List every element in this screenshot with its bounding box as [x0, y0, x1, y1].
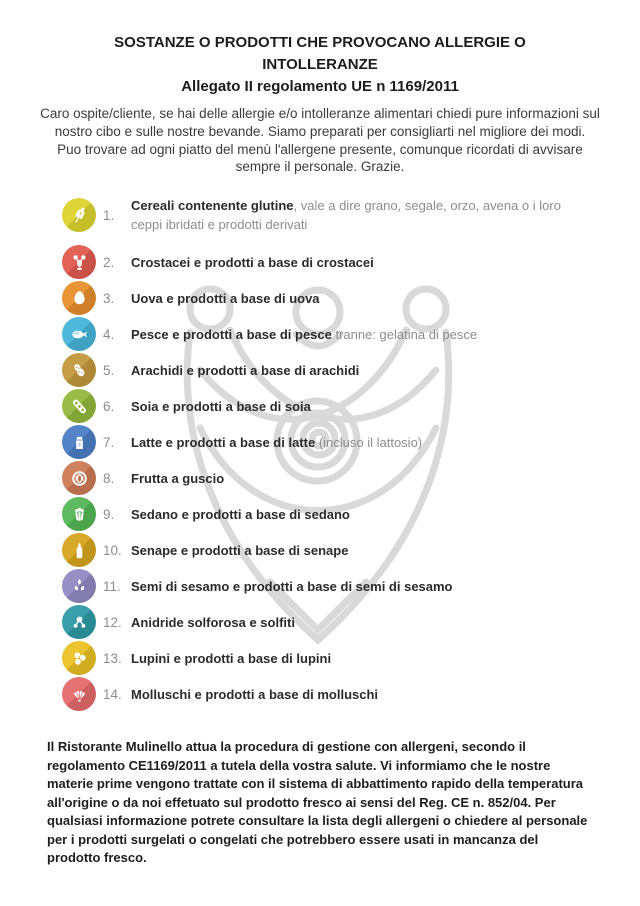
allergen-item [62, 677, 582, 711]
allergen-number: 14. [103, 686, 122, 702]
allergen-item [62, 196, 582, 234]
allergen-number: 4. [103, 326, 115, 342]
sesame-seeds-icon [69, 576, 90, 597]
allergen-item [62, 605, 582, 639]
allergen-number: 2. [103, 254, 115, 270]
allergen-item [62, 461, 582, 495]
fish-icon [69, 324, 90, 345]
allergen-item [62, 317, 582, 351]
allergen-number: 8. [103, 470, 115, 486]
allergen-name: Latte e prodotti a base di latte [131, 434, 316, 450]
allergen-badge [62, 677, 96, 711]
allergen-name: Sedano e prodotti a base di sedano [131, 506, 350, 522]
sulfite-molecule-icon [69, 612, 90, 633]
intro-text [37, 105, 603, 176]
soybean-pod-icon [69, 396, 90, 417]
allergen-number: 13. [103, 650, 122, 666]
allergen-number: 3. [103, 290, 115, 306]
allergen-number: 6. [103, 398, 115, 414]
lobster-icon [69, 252, 90, 273]
allergen-detail: tranne: gelatina di pesce [331, 326, 478, 342]
allergen-number: 12. [103, 614, 122, 630]
allergen-name: Arachidi e prodotti a base di arachidi [131, 362, 360, 378]
allergen-number: 7. [103, 434, 115, 450]
lupin-beans-icon [69, 648, 90, 669]
seashell-icon [69, 684, 90, 705]
allergen-badge [62, 497, 96, 531]
allergen-badge [62, 198, 96, 232]
page-subtitle: Allegato II regolamento UE n 1169/2011 [181, 78, 459, 95]
milk-carton-icon [69, 432, 90, 453]
allergen-name: Crostacei e prodotti a base di crostacei [131, 254, 374, 270]
allergen-badge [62, 281, 96, 315]
allergen-name: Pesce e prodotti a base di pesce [131, 326, 332, 342]
mustard-bottle-icon [69, 540, 90, 561]
allergen-item [62, 245, 582, 279]
peanut-icon [69, 360, 90, 381]
allergen-item [62, 641, 582, 675]
allergen-name: Senape e prodotti a base di senape [131, 542, 349, 558]
allergen-number: 5. [103, 362, 115, 378]
allergen-number: 11. [103, 578, 121, 594]
allergen-detail: (incluso il lattosio) [315, 434, 423, 450]
allergen-item [62, 533, 582, 567]
egg-icon [69, 288, 90, 309]
wheat-icon [69, 205, 90, 226]
allergen-item [62, 497, 582, 531]
allergen-number: 10. [103, 542, 122, 558]
allergen-list [0, 196, 640, 711]
allergen-name: Soia e prodotti a base di soia [131, 398, 311, 414]
walnut-icon [69, 468, 90, 489]
allergen-number: 1. [103, 207, 115, 223]
allergen-detail: , vale a dire grano, segale, orzo, avena o i loro ceppi ibridati e prodotti derivati [131, 198, 561, 233]
allergen-badge [62, 569, 96, 603]
allergen-number: 9. [103, 506, 115, 522]
allergen-item [62, 425, 582, 459]
allergen-name: Lupini e prodotti a base di lupini [131, 650, 332, 666]
page-title: SOSTANZE O PRODOTTI CHE PROVOCANO ALLERGIE O INTOLLERANZE [114, 34, 526, 73]
allergen-item [62, 389, 582, 423]
allergen-item [62, 281, 582, 315]
intro-paragraph-1: Caro ospite/cliente, se hai delle allergie e/o intolleranze alimentari chiedi pure informazioni sul nostro cibo e sulle nostre bevande. Siamo preparati per consigliarti nel migliore dei modi. [40, 106, 600, 139]
allergen-badge [62, 533, 96, 567]
allergen-badge [62, 425, 96, 459]
allergen-badge [62, 461, 96, 495]
allergen-name: Anidride solforosa e solfiti [131, 614, 295, 630]
intro-paragraph-2: Puo trovare ad ogni piatto del menù l'allergene presente, comunque ricordati di avvisare sempre il personale. Grazie. [57, 141, 583, 175]
allergen-name: Uova e prodotti a base di uova [131, 290, 320, 306]
allergen-badge [62, 353, 96, 387]
allergen-name: Molluschi e prodotti a base di molluschi [131, 686, 379, 702]
celery-icon [69, 504, 90, 525]
allergen-name: Frutta a guscio [131, 470, 225, 486]
allergen-name: Cereali contenente glutine [131, 198, 294, 214]
allergen-badge [62, 605, 96, 639]
allergen-badge [62, 245, 96, 279]
allergen-badge [62, 389, 96, 423]
allergen-badge [62, 317, 96, 351]
allergen-name: Semi di sesamo e prodotti a base di semi di sesamo [131, 578, 453, 594]
footer-paragraph: Il Ristorante Mulinello attua la procedura di gestione con allergeni, secondo il regolamento CE1169/2011 a tutela della vostra salute. Vi informiamo che le nostre materie prime vengono trattate con il sistema di abbattimento rapido della temperatura all'origine o da noi effetuato sul prodotto fresco ai sensi del Reg. CE n. 852/04. Per qualsiasi informazione potrete consultare la lista degli allergeni o chiedere al personale per i prodotti surgelati o congelati che potrebbero essere usati in mancanza del prodotto fresco. [47, 739, 588, 866]
allergen-badge [62, 641, 96, 675]
allergen-item [62, 353, 582, 387]
allergen-item [62, 569, 582, 603]
